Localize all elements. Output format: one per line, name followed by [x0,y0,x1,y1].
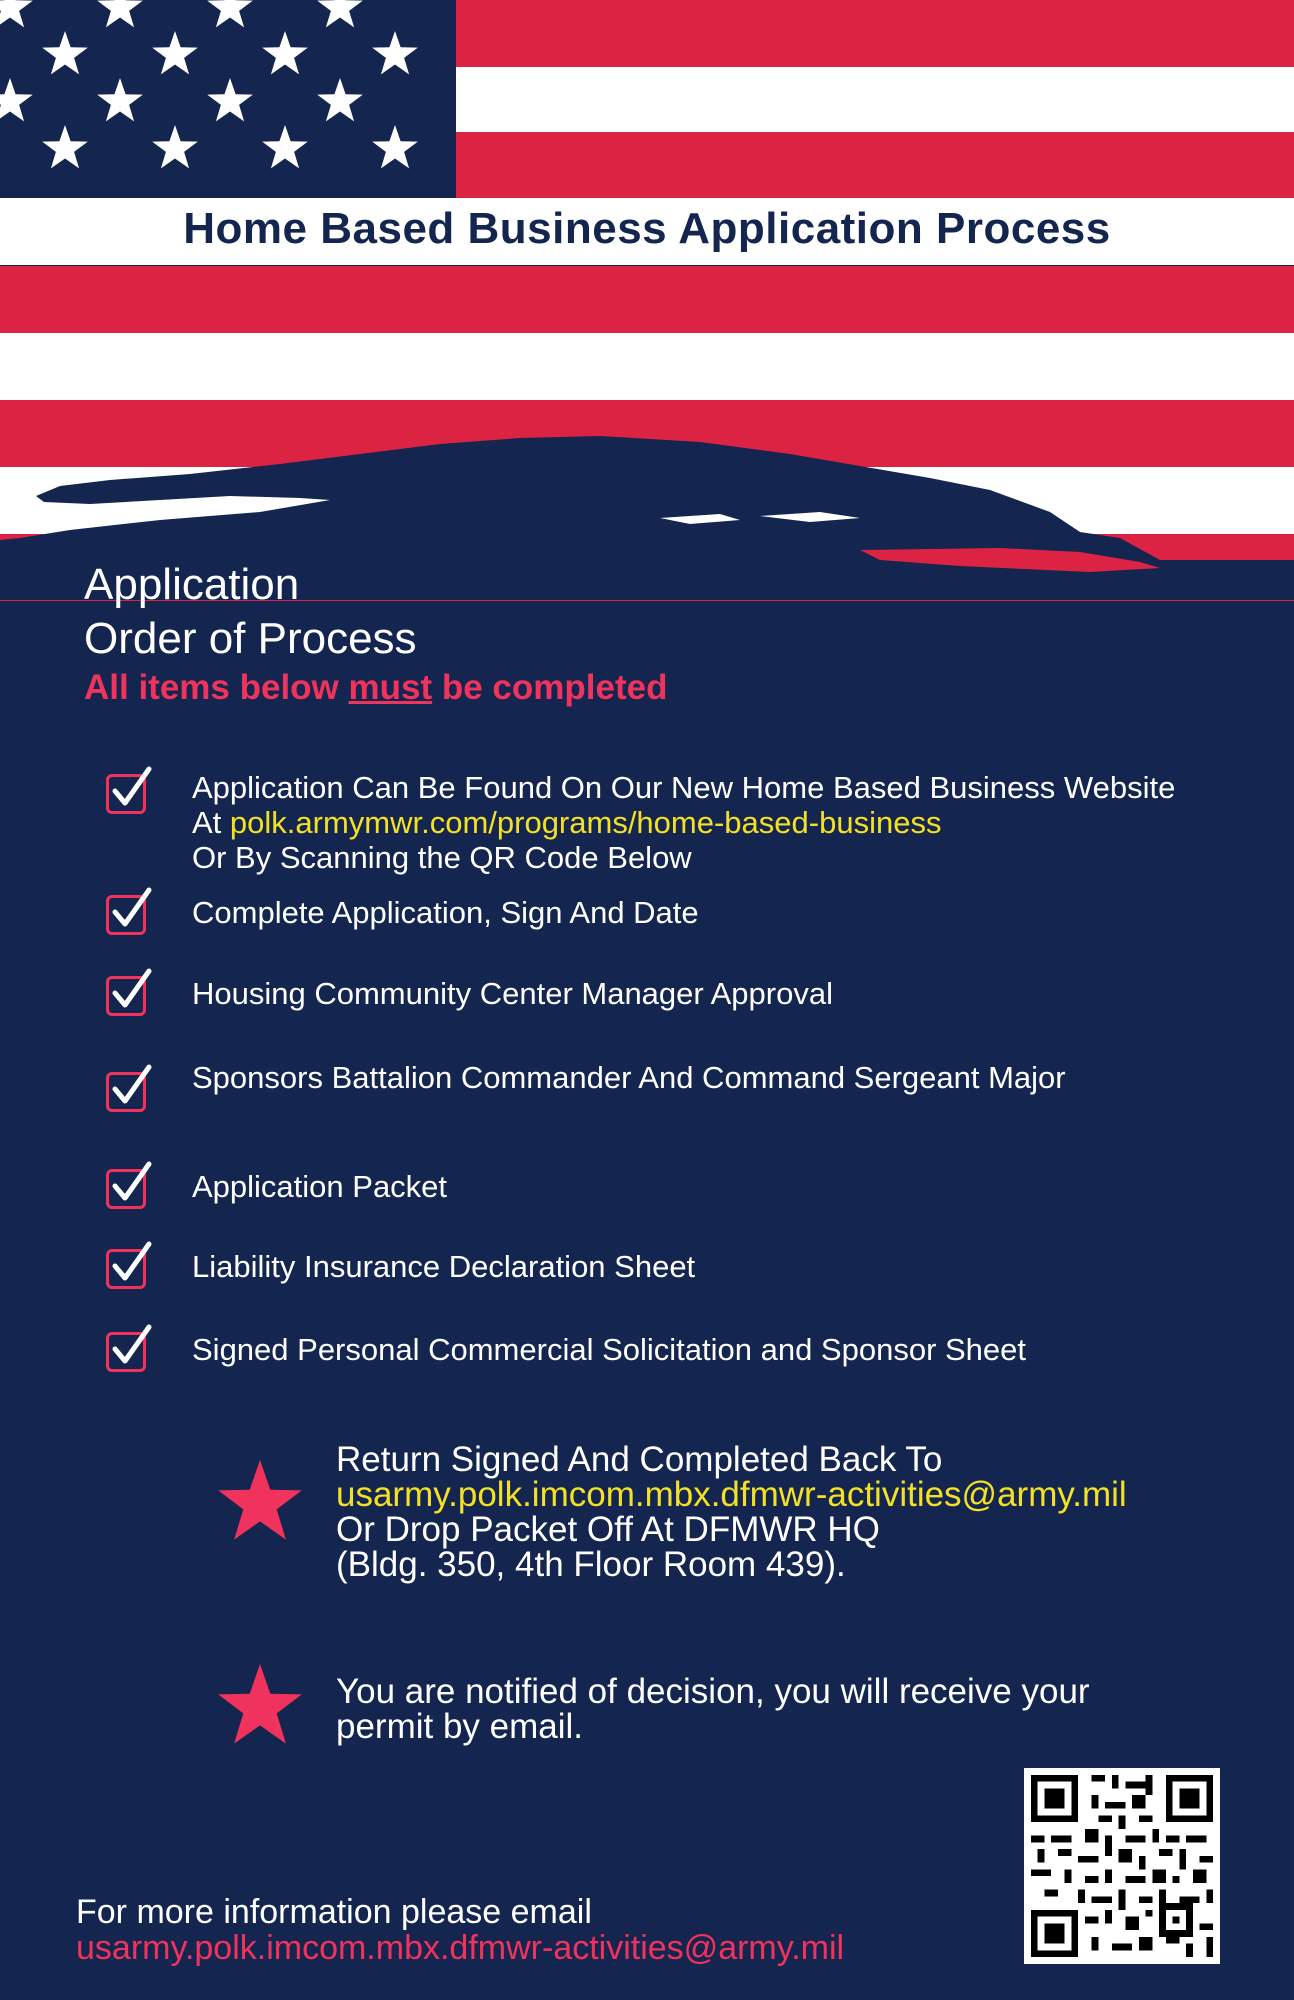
checkbox-icon [106,1169,146,1209]
website-link[interactable]: polk.armymwr.com/programs/home-based-business [229,805,942,840]
return-email-link[interactable]: usarmy.polk.imcom.mbx.dfmwr-activities@army.mil [336,1475,1127,1514]
note-suffix: be completed [432,668,668,707]
checklist-item-text: Housing Community Center Manager Approval [192,976,833,1011]
checklist-item-text: Signed Personal Commercial Solicitation and Sponsor Sheet [192,1332,1027,1367]
footer-email-link[interactable]: usarmy.polk.imcom.mbx.dfmwr-activities@army.mil [76,1929,845,1967]
item-text-before: Application Can Be Found On Our New Home Based Business Website At [192,770,1176,840]
checklist-item [106,770,1192,875]
requirement-note [84,668,667,708]
checkbox-icon [106,1332,146,1372]
checklist-item-text: Application Packet [192,1169,448,1204]
star-icon [214,1458,306,1546]
checklist-item [106,1249,1192,1289]
checklist-item [106,1169,1192,1209]
item-text-after: Or By Scanning the QR Code Below [192,840,692,875]
checklist-item-text: Liability Insurance Declaration Sheet [192,1249,696,1284]
step-line: Or Drop Packet Off At DFMWR HQ [336,1510,880,1549]
checklist-item-text [192,770,1192,875]
step-line: (Bldg. 350, 4th Floor Room 439). [336,1545,846,1584]
qr-code[interactable] [1024,1768,1220,1964]
checklist-item-text: Sponsors Battalion Commander And Command Sergeant Major [192,1060,1066,1095]
checkbox-icon [106,774,146,814]
checklist-item [106,1062,1092,1112]
star-icon [0,0,456,198]
checklist-item [106,976,1192,1016]
checkbox-icon [106,976,146,1016]
section-heading [84,558,417,666]
flag-stripe [0,266,1294,333]
flag-canton [0,0,456,198]
flag-stripe [0,333,1294,400]
note-prefix: All items below [84,668,349,707]
checklist-item-text: Complete Application, Sign And Date [192,895,699,930]
note-emphasis: must [348,668,433,707]
step-line: Return Signed And Completed Back To [336,1440,943,1479]
decision-step-text: You are notified of decision, you will receive your permit by email. [336,1672,1090,1746]
star-icon [214,1662,306,1750]
return-step-text [336,1442,1236,1582]
checkbox-icon [106,1072,146,1112]
footer-contact [76,1894,844,1966]
heading-line: Application [84,560,300,609]
checkbox-icon [106,895,146,935]
footer-label: For more information please email [76,1893,592,1931]
heading-line: Order of Process [84,614,417,663]
checkbox-icon [106,1249,146,1289]
checklist-item [106,1332,1192,1372]
page-title: Home Based Business Application Process [183,204,1111,253]
checklist-item [106,895,1192,935]
return-step [214,1442,1236,1582]
decision-step [214,1662,1196,1750]
